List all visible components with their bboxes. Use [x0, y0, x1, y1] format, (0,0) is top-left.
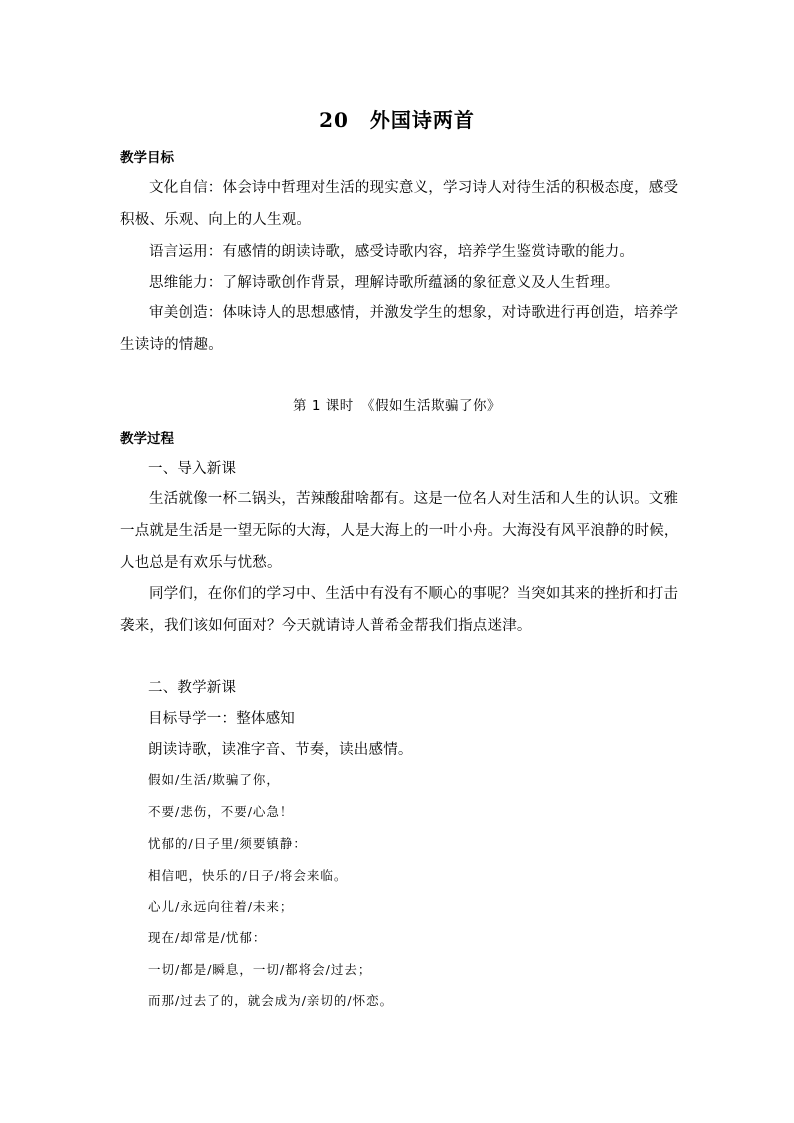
poem-line: 而那/过去了的，就会成为/亲切的/怀恋。 — [148, 993, 394, 1008]
reading-instruction: 朗读诗歌，读准字音、节奏，读出感情。 — [148, 742, 413, 758]
intro-paragraph: 同学们，在你们的学习中、生活中有没有不顺心的事呢？当突如其来的挫折和打击袭来，我们该如何面对？今天就请诗人普希金帮我们指点迷津。 — [120, 586, 679, 634]
poem-line: 心儿/永远向往着/未来； — [148, 899, 294, 914]
poem-line: 一切/都是/瞬息，一切/都将会/过去； — [148, 962, 372, 977]
objective-language-use: 语言运用：有感情的朗读诗歌，感受诗歌内容，培养学生鉴赏诗歌的能力。 — [149, 244, 635, 260]
objectives-heading: 教学目标 — [120, 150, 174, 166]
poem-line: 相信吧，快乐的/日子/将会来临。 — [148, 868, 348, 883]
lesson-title: 第 1 课时 《假如生活欺骗了你》 — [293, 398, 501, 414]
objective-cultural-confidence: 文化自信：体会诗中哲理对生活的现实意义，学习诗人对待生活的积极态度，感受积极、乐观、向上的人生观。 — [120, 180, 679, 228]
poem-line: 不要/悲伤，不要/心急！ — [148, 804, 294, 819]
objective-thinking-ability: 思维能力：了解诗歌创作背景，理解诗歌所蕴涵的象征意义及人生哲理。 — [149, 275, 620, 291]
section-new-lesson-heading: 二、教学新课 — [148, 680, 237, 696]
objective-aesthetic-creation: 审美创造：体味诗人的思想感情，并激发学生的想象，对诗歌进行再创造，培养学生读诗的情趣。 — [120, 305, 679, 353]
poem-line: 现在/却常是/忧郁： — [148, 930, 267, 945]
document-title: 20 外国诗两首 — [319, 108, 475, 132]
poem-line: 假如/生活/欺骗了你， — [148, 772, 280, 787]
poem-line: 忧郁的/日子里/须要镇静： — [148, 836, 307, 851]
process-heading: 教学过程 — [120, 431, 174, 447]
guide-heading: 目标导学一：整体感知 — [148, 711, 295, 727]
intro-paragraph: 生活就像一杯二锅头，苦辣酸甜啥都有。这是一位名人对生活和人生的认识。文雅一点就是生活是一望无际的大海，人是大海上的一叶小舟。大海没有风平浪静的时候，人也总是有欢乐与忧愁。 — [120, 491, 679, 571]
section-intro-heading: 一、导入新课 — [148, 461, 237, 477]
